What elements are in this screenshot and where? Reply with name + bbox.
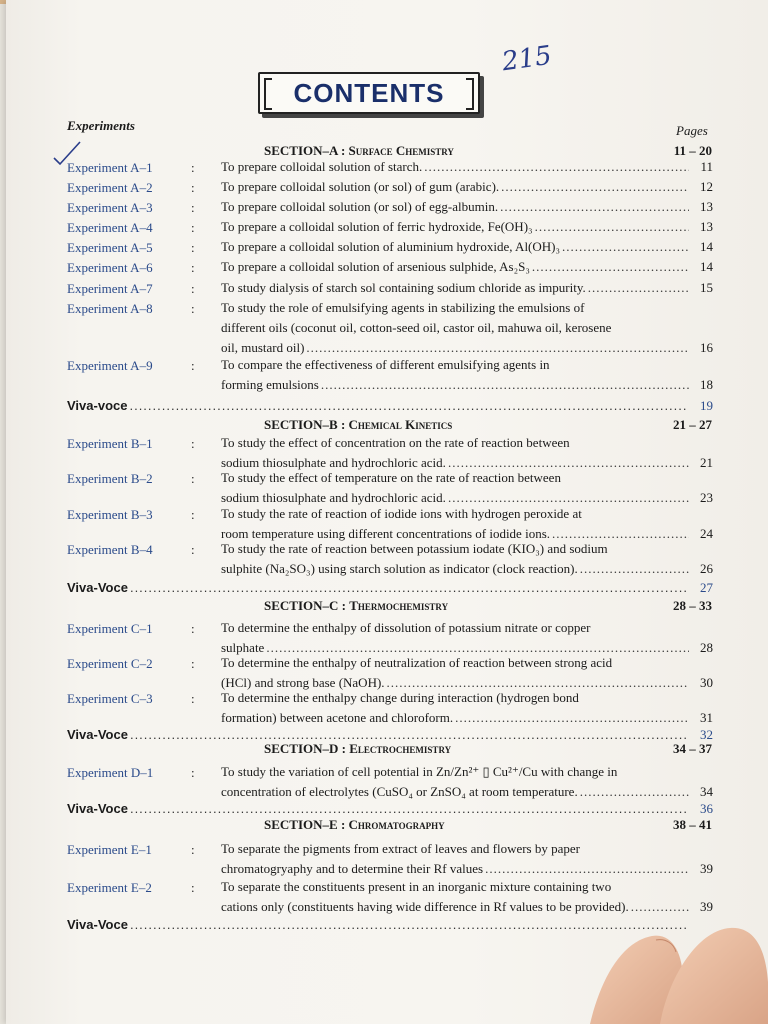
description-line	[221, 618, 713, 638]
colon-separator: :	[191, 260, 195, 275]
colon-separator: :	[191, 691, 195, 706]
dot-leader	[130, 727, 687, 743]
experiment-id-text: Experiment D–1	[67, 765, 154, 780]
viva-voce-label: Viva-Voce	[67, 580, 128, 595]
experiment-id	[67, 200, 195, 216]
dot-leader	[580, 782, 689, 802]
section-label: SECTION–C :	[264, 598, 350, 613]
experiment-page-number: 24	[700, 526, 713, 541]
description-text: To study dialysis of starch sol containing sodium chloride as impurity.	[221, 280, 586, 295]
experiment-id	[67, 260, 195, 276]
experiment-id-text: Experiment C–1	[67, 621, 153, 636]
experiment-description	[221, 762, 713, 802]
description-line	[221, 433, 713, 453]
description-line	[221, 375, 713, 395]
dot-leader	[321, 375, 689, 395]
description-line	[221, 504, 713, 524]
experiment-page-number: 12	[700, 179, 713, 194]
description-line	[221, 539, 713, 559]
description-text: oil, mustard oil)	[221, 340, 305, 355]
description-text: sulphite (Na₂SO₃) using starch solution as indicator (clock reaction).	[221, 561, 578, 576]
description-text: To prepare colloidal solution of starch.	[221, 159, 423, 174]
viva-voce-row	[67, 727, 713, 743]
experiment-id-text: Experiment C–3	[67, 691, 153, 706]
viva-voce-label: Viva-Voce	[67, 727, 128, 742]
experiment-description	[221, 257, 713, 277]
section-d-heading	[264, 741, 712, 757]
experiment-id-text: Experiment A–2	[67, 180, 153, 195]
experiment-page-number: 31	[700, 710, 713, 725]
viva-voce-page: 19	[700, 398, 713, 413]
description-text: To study the role of emulsifying agents in stabilizing the emulsions of	[221, 300, 585, 315]
viva-voce-label: Viva-Voce	[67, 801, 128, 816]
colon-separator: :	[191, 621, 195, 636]
description-line	[221, 877, 713, 897]
experiment-page-number: 13	[700, 219, 713, 234]
section-label: SECTION–E :	[264, 817, 349, 832]
experiment-id	[67, 507, 195, 523]
section-page-range: 28 – 33	[673, 598, 712, 613]
description-text: To study the effect of temperature on the rate of reaction between	[221, 470, 561, 485]
experiment-description	[221, 355, 713, 395]
dot-leader	[580, 559, 689, 579]
dot-leader	[455, 708, 689, 728]
experiment-id	[67, 621, 195, 637]
section-page-range: 11 – 20	[673, 143, 712, 158]
experiment-page-number: 13	[700, 199, 713, 214]
colon-separator: :	[191, 220, 195, 235]
viva-voce-page: 27	[700, 580, 713, 595]
experiment-page-number: 39	[700, 861, 713, 876]
colon-separator: :	[191, 180, 195, 195]
experiment-description	[221, 237, 713, 257]
description-line	[221, 197, 713, 217]
section-label: SECTION–A :	[264, 143, 349, 158]
experiment-id	[67, 301, 195, 317]
description-text: To determine the enthalpy change during interaction (hydrogen bond	[221, 690, 579, 705]
experiment-id	[67, 436, 195, 452]
experiment-page-number: 21	[700, 455, 713, 470]
section-name: Chromatography	[348, 817, 445, 832]
dot-leader	[500, 197, 689, 217]
dot-leader	[562, 237, 689, 257]
colon-separator: :	[191, 542, 195, 557]
section-name: Thermochemistry	[349, 598, 449, 613]
experiment-id-text: Experiment B–4	[67, 542, 153, 557]
experiment-id	[67, 765, 195, 781]
description-line	[221, 355, 713, 375]
description-text: room temperature using different concentrations of iodide ions.	[221, 526, 550, 541]
experiment-id-text: Experiment B–3	[67, 507, 153, 522]
experiment-page-number: 16	[700, 340, 713, 355]
experiment-description	[221, 278, 713, 298]
experiment-page-number: 18	[700, 377, 713, 392]
experiment-id	[67, 842, 195, 858]
experiment-id-text: Experiment B–2	[67, 471, 153, 486]
description-text: To separate the pigments from extract of leaves and flowers by paper	[221, 841, 580, 856]
description-line	[221, 559, 713, 579]
description-text: (HCl) and strong base (NaOH).	[221, 675, 385, 690]
experiment-description	[221, 877, 713, 917]
experiment-id-text: Experiment A–7	[67, 281, 153, 296]
description-line	[221, 468, 713, 488]
description-line	[221, 298, 713, 318]
viva-voce-page: 32	[700, 727, 713, 742]
section-label: SECTION–B :	[264, 417, 349, 432]
experiment-id-text: Experiment A–3	[67, 200, 153, 215]
dot-leader	[535, 217, 689, 237]
colon-separator: :	[191, 358, 195, 373]
description-line	[221, 318, 713, 338]
experiment-description	[221, 217, 713, 237]
description-text: sulphate	[221, 640, 265, 655]
experiment-page-number: 26	[700, 561, 713, 576]
viva-voce-row	[67, 398, 713, 414]
description-text: cations only (constituents having wide difference in Rf values to be provided).	[221, 899, 629, 914]
experiment-id-text: Experiment A–1	[67, 160, 153, 175]
description-text: formation) between acetone and chloroform.	[221, 710, 454, 725]
section-name: Chemical Kinetics	[348, 417, 453, 432]
description-text: sodium thiosulphate and hydrochloric acid.	[221, 455, 446, 470]
contents-title-box	[258, 72, 480, 114]
description-text: To prepare a colloidal solution of ferric hydroxide, Fe(OH)₃	[221, 219, 533, 234]
experiment-description	[221, 688, 713, 728]
description-text: To separate the constituents present in an inorganic mixture containing two	[221, 879, 612, 894]
section-page-range: 34 – 37	[673, 741, 712, 756]
experiment-id-text: Experiment A–6	[67, 260, 153, 275]
dot-leader	[424, 157, 689, 177]
description-line	[221, 688, 713, 708]
description-line	[221, 653, 713, 673]
handwritten-page-note: 215	[500, 40, 554, 78]
colon-separator: :	[191, 842, 195, 857]
experiment-page-number: 28	[700, 640, 713, 655]
experiment-id	[67, 691, 195, 707]
experiment-description	[221, 839, 713, 879]
experiment-id-text: Experiment E–2	[67, 880, 152, 895]
viva-voce-row	[67, 580, 713, 596]
experiment-page-number: 11	[700, 159, 713, 174]
description-line	[221, 708, 713, 728]
page-title: CONTENTS	[293, 77, 445, 108]
dot-leader	[485, 859, 689, 879]
dot-leader	[130, 801, 687, 817]
experiment-id	[67, 880, 195, 896]
experiment-description	[221, 298, 713, 358]
description-text: To determine the enthalpy of dissolution of potassium nitrate or copper	[221, 620, 591, 635]
finger-photo-overlay	[590, 922, 768, 1024]
description-line	[221, 177, 713, 197]
dot-leader	[130, 580, 687, 596]
experiment-description	[221, 197, 713, 217]
experiment-id	[67, 240, 195, 256]
description-text: To study the rate of reaction of iodide ions with hydrogen peroxide at	[221, 506, 582, 521]
dot-leader	[588, 278, 689, 298]
experiment-id-text: Experiment A–5	[67, 240, 153, 255]
description-line	[221, 782, 713, 802]
section-b-heading	[264, 417, 712, 433]
colon-separator: :	[191, 507, 195, 522]
experiment-id	[67, 358, 195, 374]
description-line	[221, 762, 713, 782]
section-label: SECTION–D :	[264, 741, 350, 756]
colon-separator: :	[191, 765, 195, 780]
description-text: To determine the enthalpy of neutralization of reaction between strong acid	[221, 655, 613, 670]
experiment-id	[67, 281, 195, 297]
description-text: To prepare colloidal solution (or sol) of egg-albumin.	[221, 199, 499, 214]
pages-column-heading: Pages	[676, 123, 708, 138]
experiment-id-text: Experiment A–4	[67, 220, 153, 235]
description-text: To prepare colloidal solution (or sol) of gum (arabic).	[221, 179, 500, 194]
experiment-page-number: 39	[700, 899, 713, 914]
experiment-description	[221, 157, 713, 177]
colon-separator: :	[191, 240, 195, 255]
dot-leader	[501, 177, 689, 197]
description-line	[221, 257, 713, 277]
experiment-page-number: 15	[700, 280, 713, 295]
description-text: sodium thiosulphate and hydrochloric acid.	[221, 490, 446, 505]
experiment-id	[67, 656, 195, 672]
experiments-column-heading: Experiments	[67, 118, 135, 133]
colon-separator: :	[191, 880, 195, 895]
viva-voce-row	[67, 801, 713, 817]
bracket-left-icon	[264, 78, 272, 110]
dot-leader	[532, 257, 689, 277]
description-line	[221, 157, 713, 177]
experiment-page-number: 34	[700, 784, 713, 799]
description-text: To study the effect of concentration on the rate of reaction between	[221, 435, 570, 450]
colon-separator: :	[191, 471, 195, 486]
description-line	[221, 217, 713, 237]
experiment-id-text: Experiment C–2	[67, 656, 153, 671]
viva-voce-label: Viva-voce	[67, 398, 128, 413]
description-line	[221, 237, 713, 257]
description-text: To prepare a colloidal solution of aluminium hydroxide, Al(OH)₃	[221, 239, 561, 254]
description-text: forming emulsions	[221, 377, 319, 392]
experiment-id-text: Experiment B–1	[67, 436, 153, 451]
viva-voce-label: Viva-Voce	[67, 917, 128, 932]
description-line	[221, 859, 713, 879]
bracket-right-icon	[466, 78, 474, 110]
experiment-page-number: 23	[700, 490, 713, 505]
experiment-id-text: Experiment A–8	[67, 301, 153, 316]
description-text: To study the variation of cell potential in Zn/Zn²⁺ ▯ Cu²⁺/Cu with change in	[221, 764, 618, 779]
experiment-page-number: 14	[700, 259, 713, 274]
description-text: chromatogryaphy and to determine their Rf values	[221, 861, 484, 876]
description-text: different oils (coconut oil, cotton-seed oil, castor oil, mahuwa oil, kerosene	[221, 320, 612, 335]
colon-separator: :	[191, 200, 195, 215]
experiment-description	[221, 433, 713, 473]
experiment-description	[221, 177, 713, 197]
dot-leader	[631, 897, 689, 917]
experiment-id	[67, 471, 195, 487]
description-text: To compare the effectiveness of different emulsifying agents in	[221, 357, 550, 372]
section-name: Surface Chemistry	[348, 143, 454, 158]
description-text: concentration of electrolytes (CuSO₄ or ZnSO₄ at room temperature.	[221, 784, 578, 799]
experiment-id	[67, 542, 195, 558]
description-line	[221, 839, 713, 859]
experiment-description	[221, 468, 713, 508]
colon-separator: :	[191, 160, 195, 175]
section-page-range: 21 – 27	[673, 417, 712, 432]
experiment-description	[221, 618, 713, 658]
description-text: To study the rate of reaction between potassium iodate (KIO₃) and sodium	[221, 541, 608, 556]
colon-separator: :	[191, 281, 195, 296]
experiment-id-text: Experiment E–1	[67, 842, 152, 857]
experiment-description	[221, 504, 713, 544]
dot-leader	[129, 398, 687, 414]
colon-separator: :	[191, 301, 195, 316]
experiment-id	[67, 220, 195, 236]
colon-separator: :	[191, 656, 195, 671]
section-e-heading	[264, 817, 712, 833]
viva-voce-page: 36	[700, 801, 713, 816]
experiment-page-number: 30	[700, 675, 713, 690]
section-page-range: 38 – 41	[673, 817, 712, 832]
description-text: To prepare a colloidal solution of arsenious sulphide, As₂S₃	[221, 259, 530, 274]
experiment-description	[221, 653, 713, 693]
experiment-id	[67, 160, 195, 176]
experiment-description	[221, 539, 713, 579]
section-c-heading	[264, 598, 712, 614]
experiment-id	[67, 180, 195, 196]
section-name: Electrochemistry	[349, 741, 452, 756]
experiment-id-text: Experiment A–9	[67, 358, 153, 373]
colon-separator: :	[191, 436, 195, 451]
description-line	[221, 278, 713, 298]
experiment-page-number: 14	[700, 239, 713, 254]
description-line	[221, 897, 713, 917]
